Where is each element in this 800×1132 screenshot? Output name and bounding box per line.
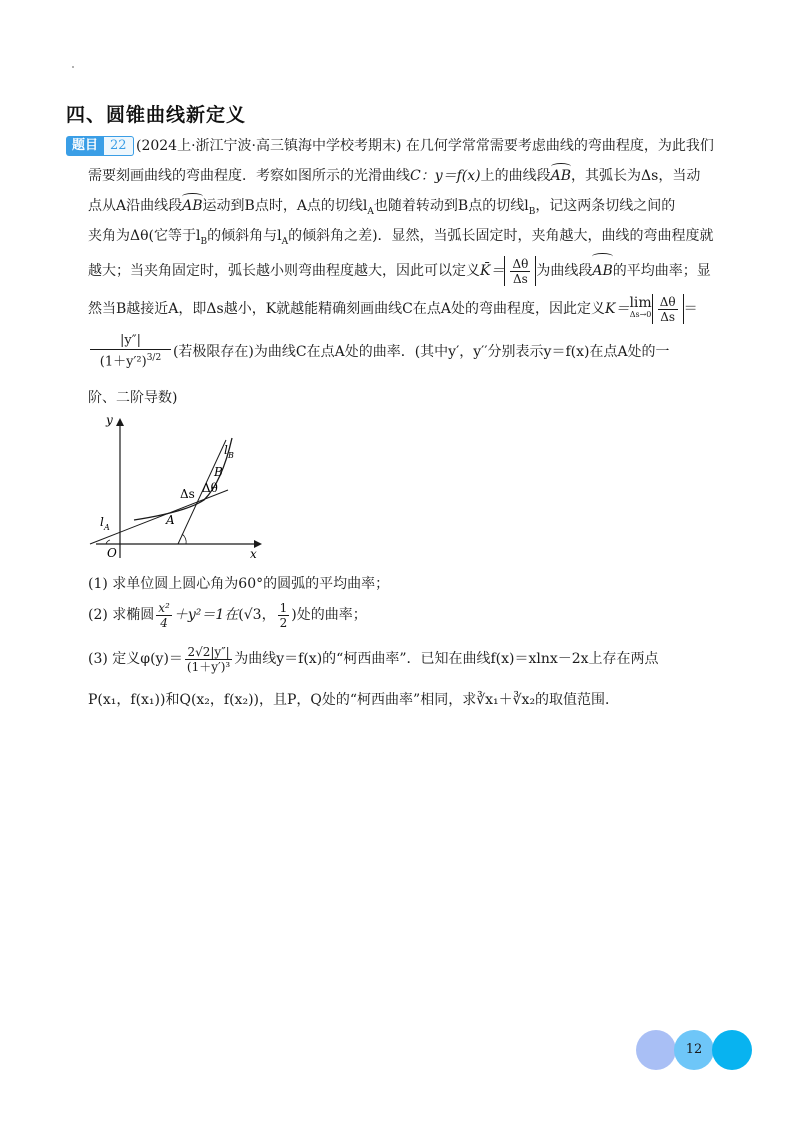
dtheta-label: Δθ bbox=[202, 481, 218, 495]
text-span: 然当B越接近A，即Δs越小，K就越能精确刻画曲线C在点A处的弯曲程度，因此定义 bbox=[88, 301, 605, 317]
question-3-line-2: P(x₁，f(x₁))和Q(x₂，f(x₂))，且P，Q处的“柯西曲率”相同，求∛x₁＋∛x₂的取值范围． bbox=[88, 692, 620, 708]
page-number: 12 bbox=[685, 1042, 703, 1057]
fraction bbox=[278, 601, 290, 630]
denominator-power: 3/2 bbox=[146, 353, 162, 364]
point-start: (√3， bbox=[238, 607, 276, 623]
fraction-denominator: Δs bbox=[660, 309, 676, 324]
origin-label: O bbox=[107, 546, 117, 560]
text-span: 运动到B点时，A点的切线l bbox=[202, 198, 368, 214]
arc-AB: AB bbox=[592, 256, 612, 286]
A-label: A bbox=[166, 513, 175, 527]
text-span: ＝ bbox=[683, 301, 698, 317]
text-span: 阶、二阶导数) bbox=[88, 390, 178, 406]
limit bbox=[629, 297, 651, 321]
problem-tag-label: 题目 bbox=[66, 136, 104, 156]
lB-subscript: B bbox=[228, 451, 234, 460]
text-span: 越大；当夹角固定时，弧长越小则弯曲程度越大，因此可以定义 bbox=[88, 263, 480, 279]
x-axis-label: x bbox=[250, 547, 257, 561]
y-axis-arrow bbox=[116, 418, 124, 426]
ellipse-eq: ＋y²＝1在 bbox=[173, 607, 239, 623]
text-span: 夹角为Δθ(它等于l bbox=[88, 228, 201, 244]
text-span: ，其弧长为Δs，当动 bbox=[571, 168, 701, 184]
text-span: (若极限存在)为曲线C在点A处的曲率．(其中y′，y′′分别表示y＝f(x)在点A处的一 bbox=[172, 344, 670, 360]
problem-line-2 bbox=[88, 166, 748, 186]
text-span: 处的曲率； bbox=[296, 607, 367, 623]
denominator-base: (1＋y′²) bbox=[99, 354, 147, 370]
problem-line-6 bbox=[88, 294, 748, 324]
fraction-numerator: 2√2|y″| bbox=[187, 644, 230, 659]
text-span: 的倾斜角与l bbox=[207, 228, 282, 244]
B-label: B bbox=[214, 465, 223, 479]
fraction-numerator: 1 bbox=[279, 600, 288, 615]
text-span: 上的曲线段 bbox=[480, 168, 551, 184]
curve-figure bbox=[86, 412, 266, 562]
curve-equation: C：y＝f(x) bbox=[410, 168, 481, 184]
problem-line-3 bbox=[88, 196, 748, 222]
problem-line-5 bbox=[88, 256, 748, 286]
abs-value bbox=[652, 294, 684, 324]
avg-curvature-symbol: K̄＝ bbox=[480, 263, 505, 279]
arc-AB: AB bbox=[182, 198, 203, 214]
subscript: B bbox=[528, 206, 536, 217]
fraction-denominator: Δs bbox=[513, 271, 528, 286]
arc-AB: AB bbox=[550, 168, 572, 184]
subscript: B bbox=[200, 236, 208, 247]
decor-circle-3 bbox=[712, 1030, 752, 1070]
subscript: A bbox=[367, 206, 374, 217]
fraction-numerator: Δθ bbox=[512, 256, 529, 271]
text-span: 也随着转动到B点的切线l bbox=[373, 198, 529, 214]
subscript: A bbox=[281, 236, 289, 247]
tangent-lA bbox=[90, 490, 228, 544]
lA-label: l bbox=[100, 515, 104, 529]
text-span: ，记这两条切线之间的 bbox=[535, 198, 676, 214]
question-3 bbox=[88, 640, 659, 678]
curvature-fraction bbox=[90, 333, 171, 370]
lB-label: l bbox=[224, 443, 228, 457]
problem-line-1 bbox=[136, 136, 796, 156]
fraction-numerator: Δθ bbox=[659, 294, 676, 309]
fraction bbox=[658, 295, 678, 324]
question-1: (1) 求单位圆上圆心角为60°的圆弧的平均曲率； bbox=[88, 576, 390, 592]
text-span: 为曲线段 bbox=[536, 263, 593, 279]
text-span: 需要刻画曲线的弯曲程度．考察如图所示的光滑曲线 bbox=[88, 168, 410, 184]
text-span: (2) 求椭圆 bbox=[88, 607, 155, 623]
problem-tag bbox=[66, 136, 134, 156]
angle-arc-B bbox=[182, 534, 186, 544]
curvature-symbol: K＝ bbox=[604, 301, 630, 317]
fraction-denominator: (1＋y′)³ bbox=[186, 659, 231, 674]
limit-subscript: Δs→0 bbox=[629, 310, 652, 319]
fraction bbox=[156, 601, 172, 630]
decor-circle-1 bbox=[636, 1030, 676, 1070]
text-span: (3) 定义φ(y)＝ bbox=[88, 651, 183, 667]
problem-source: (2024上·浙江宁波·高三镇海中学校考期末) bbox=[136, 138, 402, 154]
text-span: 点从A沿曲线段 bbox=[88, 198, 183, 214]
ds-label: Δs bbox=[180, 487, 195, 501]
section-title: 四、圆锥曲线新定义 bbox=[66, 104, 247, 126]
fraction-numerator: x² bbox=[158, 600, 170, 615]
fraction-denominator: 2 bbox=[279, 615, 288, 630]
problem-text: 在几何学常常需要考虑曲线的弯曲程度，为此我们 bbox=[405, 138, 714, 154]
page-number-badge bbox=[636, 1030, 756, 1072]
lA-subscript: A bbox=[104, 523, 110, 532]
y-axis-label: y bbox=[106, 413, 113, 427]
fraction-numerator: |y″| bbox=[90, 333, 171, 350]
text-span: 为曲线y＝f(x)的“柯西曲率”．已知在曲线f(x)＝xlnx－2x上存在两点 bbox=[234, 651, 659, 667]
stray-mark bbox=[72, 66, 74, 68]
abs-value bbox=[504, 256, 536, 286]
problem-line-8 bbox=[88, 388, 748, 408]
fraction-denominator: 4 bbox=[160, 615, 168, 630]
fraction-denominator bbox=[98, 350, 163, 370]
text-span: 的平均曲率；显 bbox=[612, 263, 711, 279]
fraction bbox=[510, 257, 530, 286]
limit-word: lim bbox=[629, 295, 652, 311]
question-2 bbox=[88, 598, 367, 632]
problem-line-4 bbox=[88, 226, 748, 252]
fraction bbox=[185, 645, 232, 674]
problem-tag-number: 22 bbox=[104, 136, 134, 156]
point-end: ) bbox=[291, 607, 297, 623]
problem-line-7 bbox=[88, 332, 748, 372]
text-span: 的倾斜角之差)．显然，当弧长固定时，夹角越大，曲线的弯曲程度就 bbox=[288, 228, 714, 244]
